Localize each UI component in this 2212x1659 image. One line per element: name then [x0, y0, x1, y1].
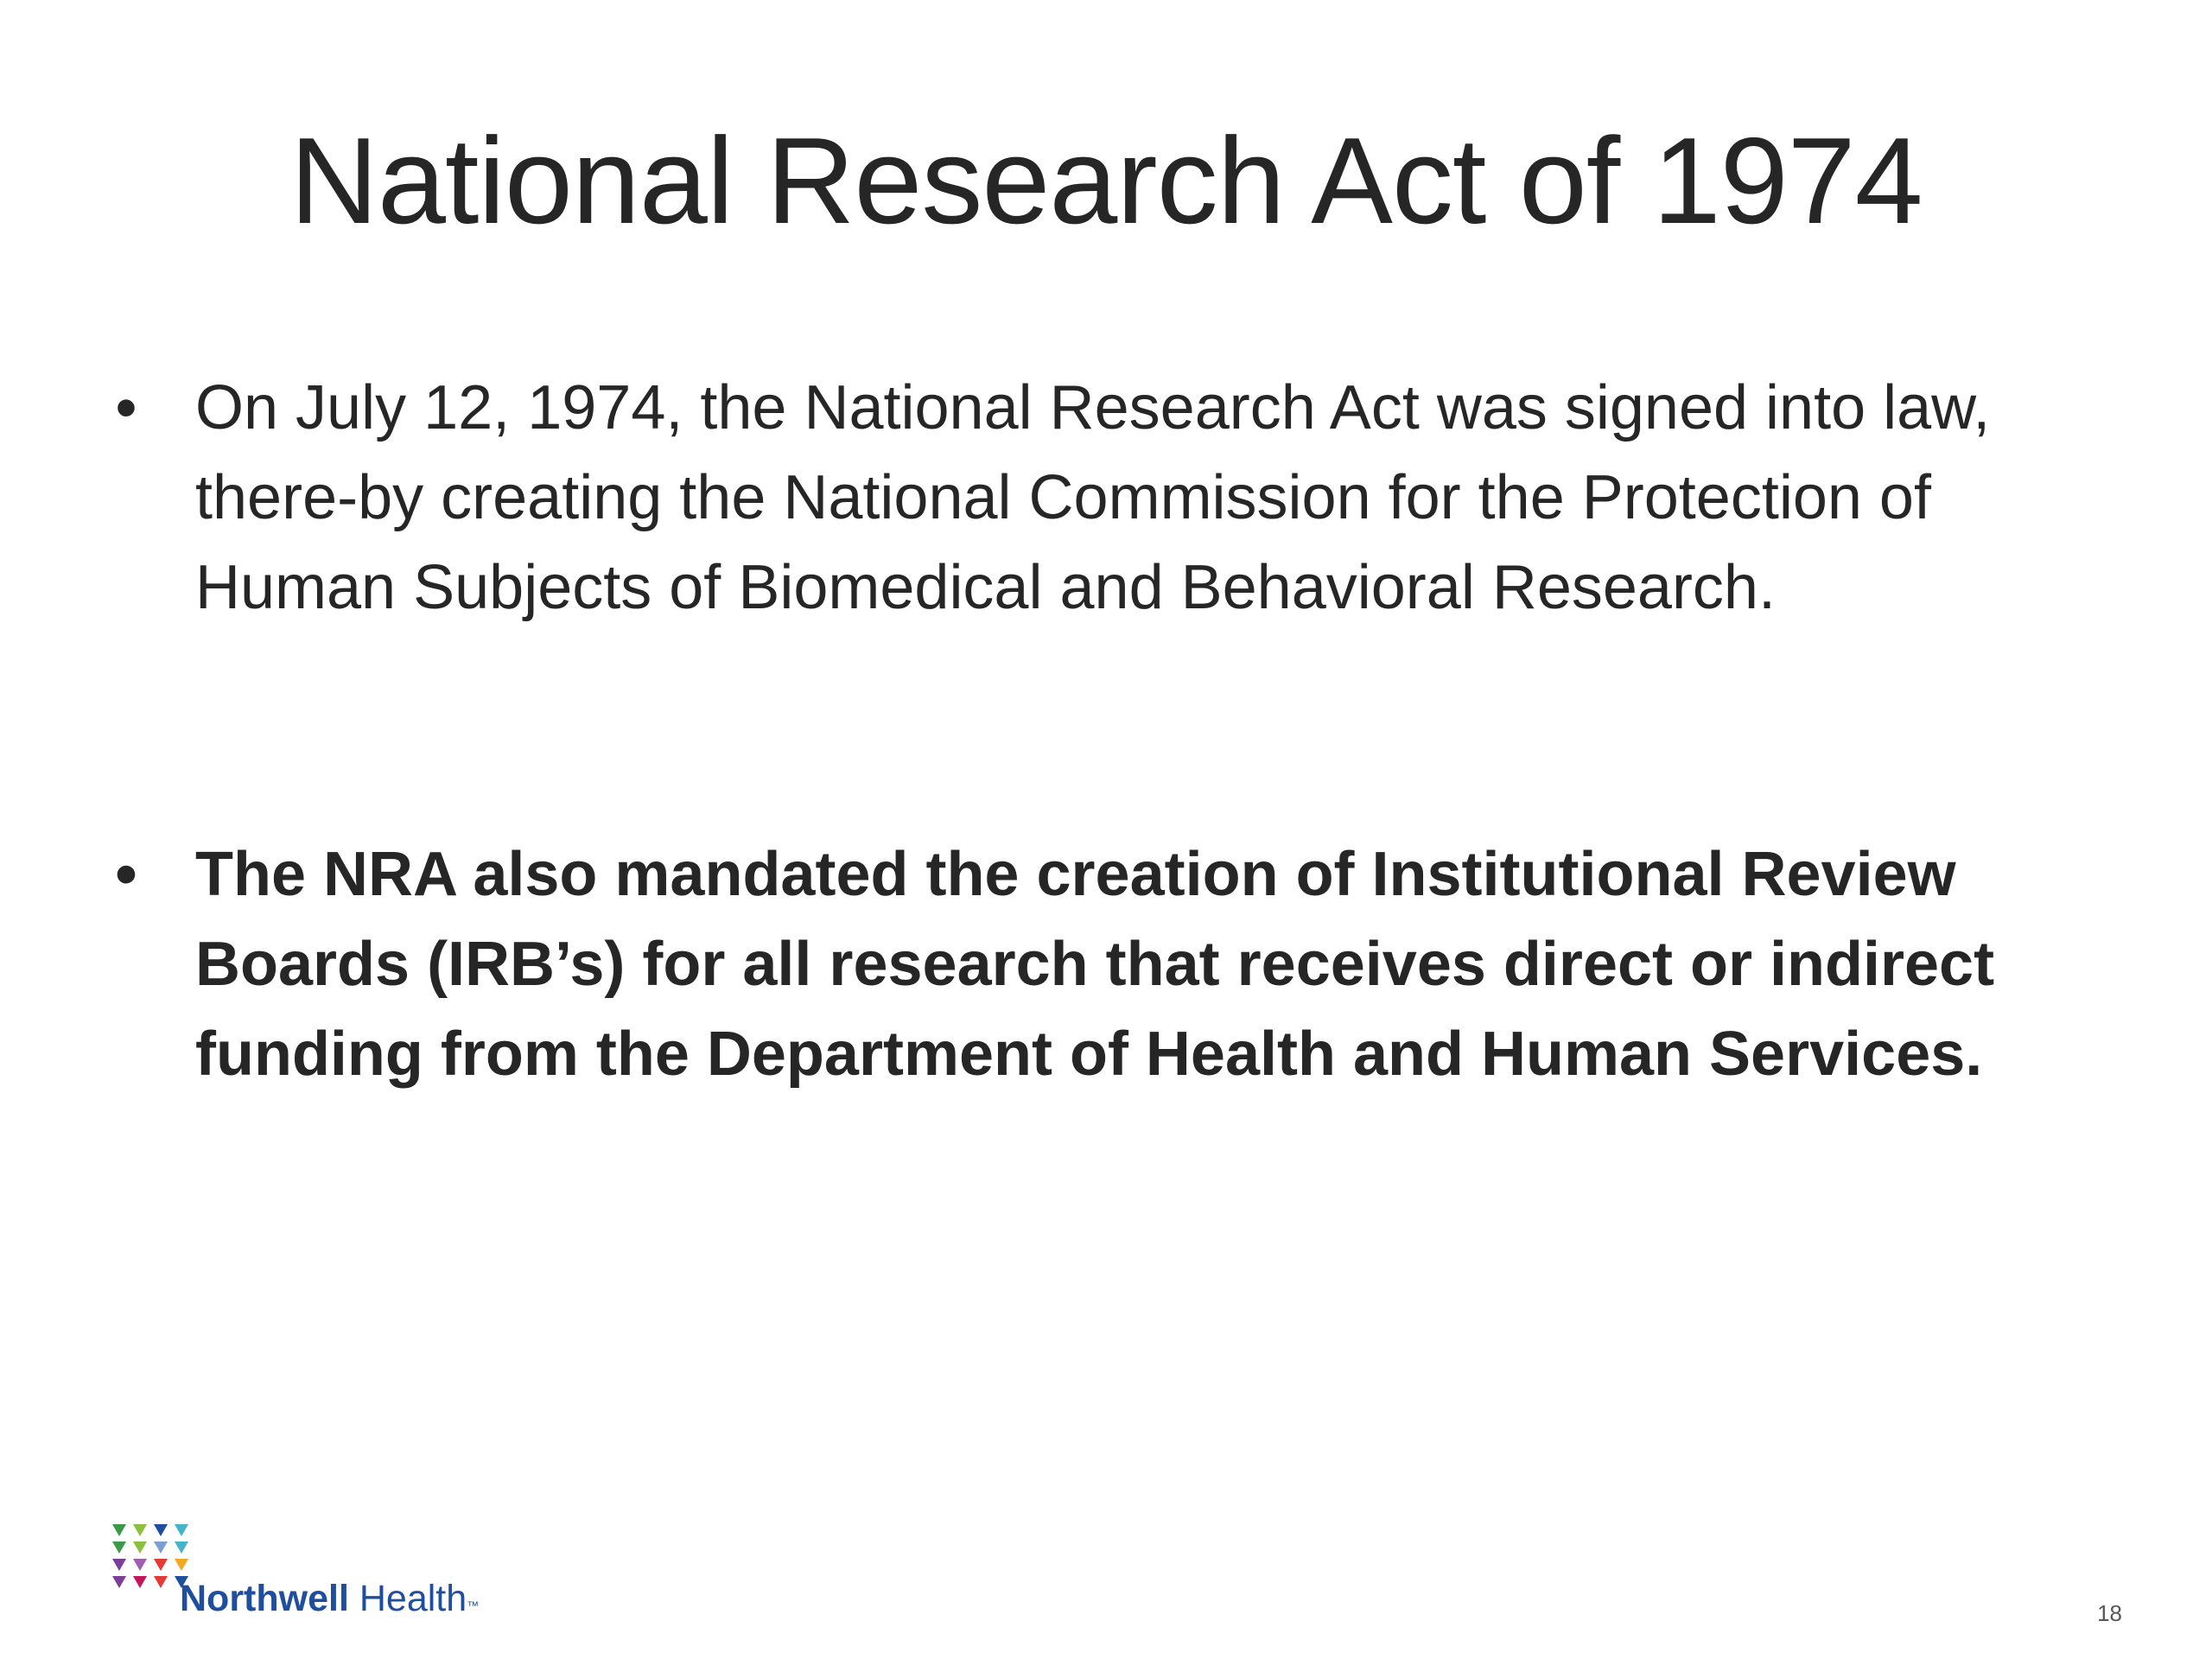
- bullet-item: [115, 830, 2139, 1099]
- page-number: 18: [2097, 1600, 2122, 1626]
- logo-brand-light: Health: [359, 1578, 467, 1619]
- logo-brand-strong: Northwell: [180, 1578, 349, 1619]
- bullet-text: The NRA also mandated the creation of Institutional Review Boards (IRB’s) for all research that receives direct or indirect funding from the Department of Health and Human Services.: [195, 840, 1995, 1089]
- bullet-text: On July 12, 1974, the National Research Act was signed into law, there-by creating the National Commission for the Protection of Human Subjects of Biomedical and Behavioral Research.: [195, 373, 1991, 622]
- logo-wordmark: [180, 1578, 479, 1619]
- northwell-health-logo: [111, 1522, 508, 1618]
- bullet-item: [115, 363, 2139, 632]
- logo-trademark: ™: [467, 1599, 480, 1612]
- slide-title: National Research Act of 1974: [289, 112, 1923, 250]
- bullet-dot: •: [115, 840, 137, 909]
- bullet-dot: •: [115, 373, 137, 442]
